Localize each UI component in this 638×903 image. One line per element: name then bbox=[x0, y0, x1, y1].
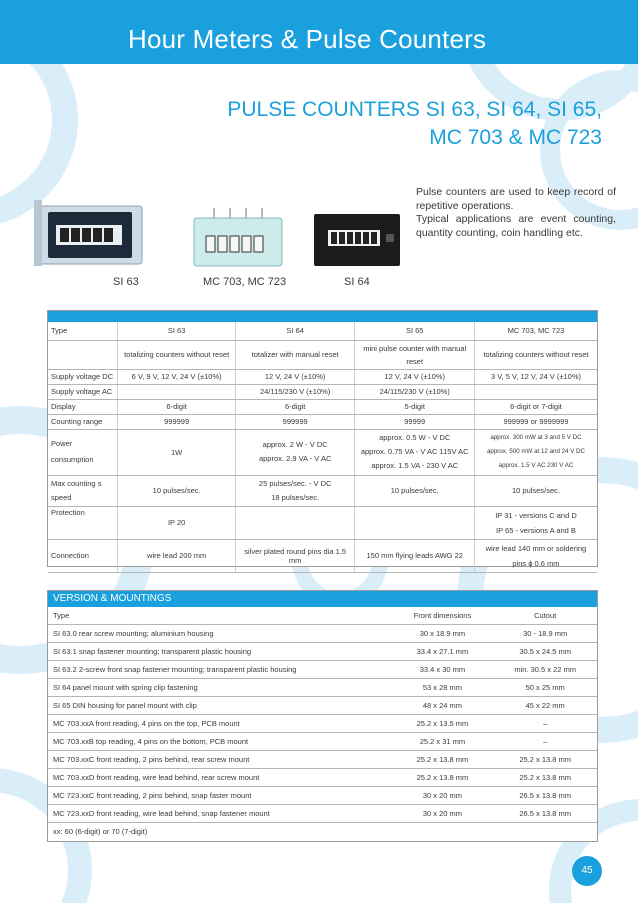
table-row bbox=[48, 750, 597, 768]
table-cell: 10 pulses/sec. bbox=[355, 475, 475, 506]
table-cell: 99999 bbox=[355, 414, 475, 429]
table-row bbox=[48, 429, 597, 475]
table-row bbox=[48, 786, 597, 804]
cell-line: IP 31 - versions C and D bbox=[495, 510, 577, 520]
cell-line: approx. 500 mW at 12 and 24 V DC bbox=[486, 448, 585, 455]
table-cell: totalizer with manual reset bbox=[235, 340, 355, 369]
table-cell: SI 64 panel mount with spring clip fastening bbox=[48, 678, 392, 696]
table-cell: 45 x 22 mm bbox=[493, 696, 597, 714]
table-cell: totalizing counters without reset bbox=[474, 340, 597, 369]
table-cell: 33.4 x 30 mm bbox=[392, 660, 494, 678]
header-title: Hour Meters & Pulse Counters bbox=[128, 24, 487, 54]
cell-line: approx. 1.5 V AC 230 V AC bbox=[498, 462, 574, 469]
table-row bbox=[48, 804, 597, 822]
table-cell: MC 723.xxC front reading, 2 pins behind, snap faster mount bbox=[48, 786, 392, 804]
page-number: 45 bbox=[572, 856, 602, 886]
table-cell: min. 30.5 x 22 mm bbox=[493, 660, 597, 678]
table-cell: 999999 bbox=[118, 414, 236, 429]
table-row bbox=[48, 678, 597, 696]
table-row bbox=[48, 696, 597, 714]
table-cell: 25.2 x 13.8 mm bbox=[392, 768, 494, 786]
table-cell: SI 65 DIN housing for panel mount with clip bbox=[48, 696, 392, 714]
cell-line: 18 pulses/sec. bbox=[271, 492, 320, 502]
cell-line: approx. 0.75 VA - V AC 115V AC bbox=[360, 447, 469, 456]
versions-grid bbox=[48, 607, 597, 840]
column-header: SI 65 bbox=[355, 322, 475, 340]
table-row bbox=[48, 506, 597, 539]
table-cell: 30 x 20 mm bbox=[392, 804, 494, 822]
table-cell: – bbox=[493, 732, 597, 750]
table-cell: 1W bbox=[118, 429, 236, 475]
table-cell: 25.2 x 13.8 mm bbox=[493, 750, 597, 768]
cell-line: approx. 300 mW at 3 and 5 V DC bbox=[490, 434, 582, 441]
table-cell: 53 x 28 mm bbox=[392, 678, 494, 696]
table-cell: 6-digit bbox=[118, 399, 236, 414]
table-cell: 3 V, 5 V, 12 V, 24 V (±10%) bbox=[474, 369, 597, 384]
table-cell: wire lead 200 mm bbox=[118, 539, 236, 572]
cell-line: IP 65 - versions A and B bbox=[496, 525, 576, 535]
row-label: Supply voltage DC bbox=[48, 369, 118, 384]
table-row bbox=[48, 624, 597, 642]
table-cell: 25.2 x 31 mm bbox=[392, 732, 494, 750]
cell-line: wire lead 140 mm or soldering bbox=[485, 543, 587, 553]
column-header: Cutout bbox=[493, 607, 597, 624]
table-cell: 150 mm flying leads AWG 22 bbox=[355, 539, 475, 572]
table-cell bbox=[235, 506, 355, 539]
table-cell: 48 x 24 mm bbox=[392, 696, 494, 714]
si63-product-image bbox=[34, 198, 152, 270]
table-cell: MC 703.xxB top reading, 4 pins on the bottom, PCB mount bbox=[48, 732, 392, 750]
table-cell: – bbox=[493, 714, 597, 732]
table-cell: MC 703.xxC front reading, 2 pins behind, rear screw mount bbox=[48, 750, 392, 768]
caption-si63: SI 63 bbox=[113, 276, 139, 288]
caption-mc703: MC 703, MC 723 bbox=[203, 276, 287, 288]
main-title bbox=[182, 96, 602, 152]
table-row bbox=[48, 660, 597, 678]
table-cell bbox=[118, 384, 236, 399]
table-cell bbox=[474, 384, 597, 399]
cell-line: approx. 1.5 VA - 230 V AC bbox=[371, 461, 459, 470]
row-label bbox=[48, 429, 118, 475]
row-label: Supply voltage AC bbox=[48, 384, 118, 399]
table-cell: 6-digit or 7-digit bbox=[474, 399, 597, 414]
cell-line: pins ϕ 0.6 mm bbox=[512, 558, 560, 568]
table-row bbox=[48, 414, 597, 429]
table-row bbox=[48, 475, 597, 506]
table-cell: 26.5 x 13.8 mm bbox=[493, 804, 597, 822]
table-cell: 12 V, 24 V (±10%) bbox=[235, 369, 355, 384]
table-cell: 30 - 18.9 mm bbox=[493, 624, 597, 642]
column-header: SI 64 bbox=[235, 322, 355, 340]
table-row bbox=[48, 732, 597, 750]
table-row bbox=[48, 399, 597, 414]
specifications-table-header-bar bbox=[48, 311, 597, 322]
table-cell: SI 63.2 2-screw front snap fastener mounting; transparent plastic housing bbox=[48, 660, 392, 678]
row-label bbox=[48, 475, 118, 506]
versions-title: VERSION & MOUNTINGS bbox=[48, 591, 597, 607]
mc703-product-image bbox=[190, 208, 286, 270]
row-label-line: Max counting s bbox=[51, 478, 102, 488]
table-cell: totalizing counters without reset bbox=[118, 340, 236, 369]
table-cell: 25.2 x 13.8 mm bbox=[392, 750, 494, 768]
table-cell: MC 723.xxD front reading, wire lead behind, snap fastener mount bbox=[48, 804, 392, 822]
table-cell: 30.5 x 24.5 mm bbox=[493, 642, 597, 660]
table-row bbox=[48, 822, 597, 840]
column-header: Front dimensions bbox=[392, 607, 494, 624]
table-cell: 5-digit bbox=[355, 399, 475, 414]
footnote: xx: 60 (6-digit) or 70 (7-digit) bbox=[53, 826, 148, 836]
si64-product-image bbox=[312, 212, 402, 268]
table-cell bbox=[355, 506, 475, 539]
table-row bbox=[48, 768, 597, 786]
main-title-line-1: PULSE COUNTERS SI 63, SI 64, SI 65, bbox=[227, 98, 602, 121]
caption-si64: SI 64 bbox=[344, 276, 370, 288]
cell-line: 25 pulses/sec. - V DC bbox=[258, 478, 332, 488]
row-label-line: Power bbox=[51, 439, 73, 448]
table-cell: 33.4 x 27.1 mm bbox=[392, 642, 494, 660]
table-row bbox=[48, 384, 597, 399]
table-cell: SI 63.0 rear screw mounting; aluminium housing bbox=[48, 624, 392, 642]
intro-paragraph-2: Typical applications are event counting, quantity counting, coin handling etc. bbox=[416, 213, 616, 239]
table-cell: mini pulse counter with manual reset bbox=[355, 340, 475, 369]
row-label-line: consumption bbox=[51, 455, 94, 464]
table-cell: 999999 or 9999999 bbox=[474, 414, 597, 429]
table-cell: 12 V, 24 V (±10%) bbox=[355, 369, 475, 384]
table-cell: SI 63.1 snap fastener mounting; transparent plastic housing bbox=[48, 642, 392, 660]
row-label: Protection bbox=[48, 506, 118, 539]
table-cell: 26.5 x 13.8 mm bbox=[493, 786, 597, 804]
row-label: Display bbox=[48, 399, 118, 414]
table-cell: 30 x 20 mm bbox=[392, 786, 494, 804]
table-cell bbox=[48, 340, 118, 369]
table-cell: 10 pulses/sec. bbox=[474, 475, 597, 506]
row-label-line: speed bbox=[51, 492, 72, 502]
table-cell: 24/115/230 V (±10%) bbox=[235, 384, 355, 399]
table-cell: silver plated round pins dia 1.5 mm bbox=[235, 539, 355, 572]
table-row bbox=[48, 714, 597, 732]
intro-text bbox=[416, 186, 616, 240]
table-row bbox=[48, 539, 597, 572]
header-band bbox=[0, 0, 638, 64]
versions-table bbox=[47, 590, 598, 842]
table-cell: MC 703.xxA front reading, 4 pins on the top, PCB mount bbox=[48, 714, 392, 732]
column-header: Type bbox=[48, 607, 392, 624]
row-label: Counting range bbox=[48, 414, 118, 429]
table-cell: 50 x 25 mm bbox=[493, 678, 597, 696]
table-cell bbox=[235, 429, 355, 475]
column-header: SI 63 bbox=[118, 322, 236, 340]
cell-line: approx. 2 W - V DC bbox=[262, 440, 328, 449]
table-row bbox=[48, 369, 597, 384]
table-cell: 6 V, 9 V, 12 V, 24 V (±10%) bbox=[118, 369, 236, 384]
table-cell: 24/115/230 V (±10%) bbox=[355, 384, 475, 399]
table-cell: 25.2 x 13.8 mm bbox=[493, 768, 597, 786]
table-cell: IP 20 bbox=[118, 506, 236, 539]
table-cell: 30 x 18.9 mm bbox=[392, 624, 494, 642]
table-cell bbox=[474, 506, 597, 539]
table-cell: 25.2 x 13.5 mm bbox=[392, 714, 494, 732]
column-header: MC 703, MC 723 bbox=[474, 322, 597, 340]
column-header: Type bbox=[48, 322, 118, 340]
table-cell: MC 703.xxD front reading, wire lead behind, rear screw mount bbox=[48, 768, 392, 786]
cell-line: approx. 2.9 VA - V AC bbox=[258, 454, 332, 463]
table-cell: 999999 bbox=[235, 414, 355, 429]
table-row bbox=[48, 340, 597, 369]
table-cell bbox=[355, 429, 475, 475]
table-cell bbox=[474, 429, 597, 475]
intro-paragraph-1: Pulse counters are used to keep record of repetitive operations. bbox=[416, 186, 616, 212]
table-cell: 10 pulses/sec. bbox=[118, 475, 236, 506]
table-row bbox=[48, 607, 597, 624]
row-label: Connection bbox=[48, 539, 118, 572]
table-row bbox=[48, 642, 597, 660]
cell-line: approx. 0.5 W - V DC bbox=[379, 433, 451, 442]
main-title-line-2: MC 703 & MC 723 bbox=[429, 126, 602, 149]
specifications-table bbox=[47, 310, 598, 567]
specifications-grid bbox=[48, 322, 597, 573]
table-cell bbox=[235, 475, 355, 506]
table-cell: 6-digit bbox=[235, 399, 355, 414]
table-row bbox=[48, 322, 597, 340]
table-cell bbox=[474, 539, 597, 572]
